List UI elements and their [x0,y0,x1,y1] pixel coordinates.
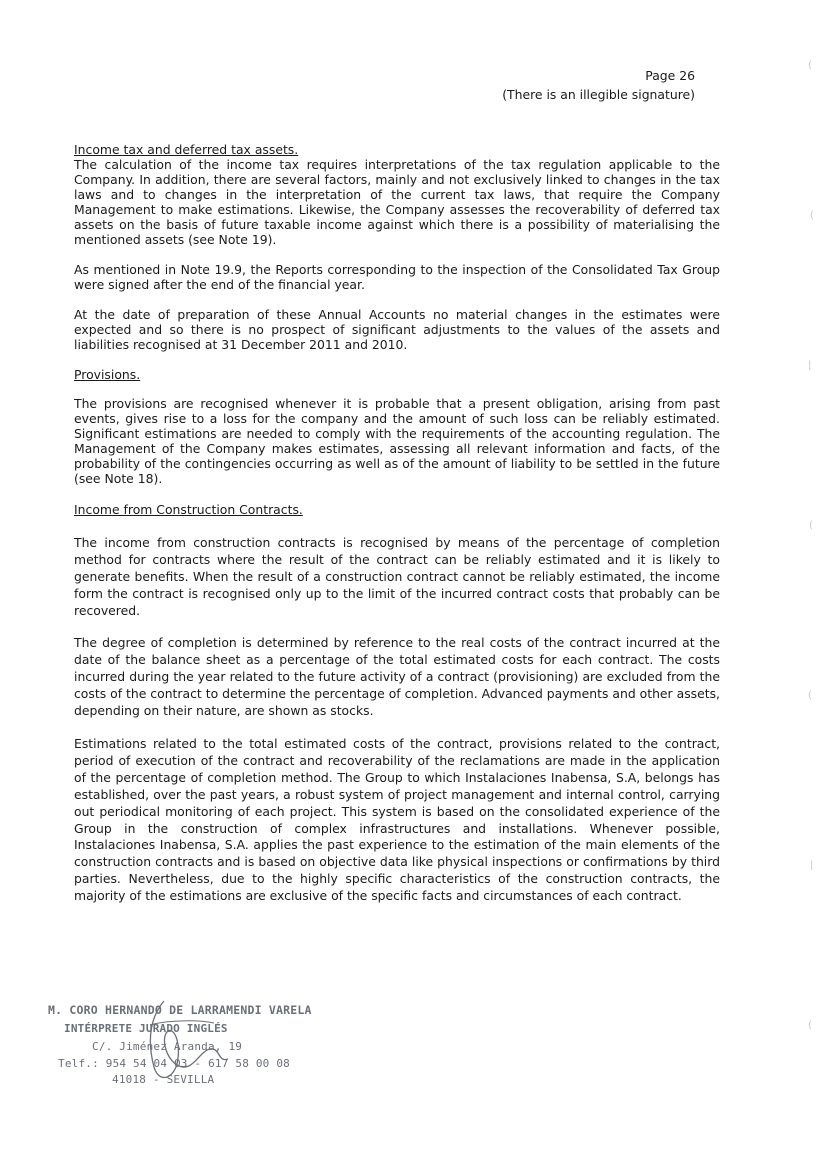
stamp-title: INTÉRPRETE JURADO INGLÉS [64,1022,228,1035]
scan-edge-artifacts: ( ( | ( ( | ( [808,60,814,1031]
paragraph: The degree of completion is determined by reference to the real costs of the contract incurred at the date of the balance sheet as a percentage of the total estimated costs for each contract. The costs incurred during the year related to the future activity of a contract (provisioning) are excluded from the costs of the contract to determine the percentage of completion. Advanced payments and other assets, depending on their nature, are shown as stocks. [74,635,720,719]
paragraph: The income from construction contracts is recognised by means of the percentage of completion method for contracts where the result of the contract can be reliably estimated and it is likely to generate benefits. When the result of a construction contract cannot be reliably estimated, the income form the contract is recognised only up to the limit of the incurred contract costs that probably can be recovered. [74,534,720,618]
section-construction-contracts [74,502,720,905]
stamp-phone: Telf.: 954 54 04 03 - 617 58 00 08 [58,1057,290,1070]
paragraph: The calculation of the income tax requires interpretations of the tax regulation applicable to the Company. In addition, there are several factors, mainly and not exclusively linked to changes in the tax laws and to changes in the interpretation of the current tax laws, that require the Company Management to make estimations. Likewise, the Company assesses the recoverability of deferred tax assets on the basis of future taxable income against which there is a possibility of materialising the mentioned assets (see Note 19). [74,157,720,247]
paragraph: As mentioned in Note 19.9, the Reports corresponding to the inspection of the Consolidated Tax Group were signed after the end of the financial year. [74,262,720,292]
signature-note: (There is an illegible signature) [502,87,695,102]
page-header [502,66,695,104]
paragraph: Estimations related to the total estimated costs of the contract, provisions related to the contract, period of execution of the contract and recoverability of the reclamations are made in the application of the percentage of completion method. The Group to which Instalaciones Inabensa, S.A, belongs has established, over the past years, a robust system of project management and internal control, carrying out periodical monitoring of each project. This system is based on the consolidated experience of the Group in the construction of complex infrastructures and installations. Whenever possible, Instalaciones Inabensa, S.A. applies the past experience to the estimation of the main elements of the construction contracts and is based on objective data like physical inspections or confirmations by third parties. Nevertheless, due to the highly specific characteristics of the construction contracts, the majority of the estimations are exclusive of the specific facts and circumstances of each contract. [74,735,720,904]
paragraph: The provisions are recognised whenever it is probable that a present obligation, arising from past events, gives rise to a loss for the company and the amount of such loss can be reliably estimated. Significant estimations are needed to comply with the requirements of the accounting regulation. The Management of the Company makes estimates, assessing all relevant information and facts, of the probability of the contingencies occurring as well as of the amount of liability to be settled in the future (see Note 18). [74,396,720,486]
section-heading-provisions: Provisions. [74,367,141,382]
translator-stamp [44,997,312,1089]
stamp-name: M. CORO HERNANDO DE LARRAMENDI VARELA [48,1003,312,1017]
section-heading-income-tax: Income tax and deferred tax assets. [74,142,299,157]
section-income-tax [74,142,720,352]
handwritten-signature-icon [44,997,284,1089]
paragraph: At the date of preparation of these Annual Accounts no material changes in the estimates were expected and so there is no prospect of significant adjustments to the values of the assets and liabilities recognised at 31 December 2011 and 2010. [74,307,720,352]
page-number: Page 26 [645,68,695,83]
section-heading-construction: Income from Construction Contracts. [74,502,303,517]
stamp-city: 41018 - SEVILLA [112,1073,215,1086]
stamp-street: C/. Jiménez Aranda, 19 [92,1040,243,1053]
section-provisions [74,367,720,486]
document-body [74,142,720,905]
